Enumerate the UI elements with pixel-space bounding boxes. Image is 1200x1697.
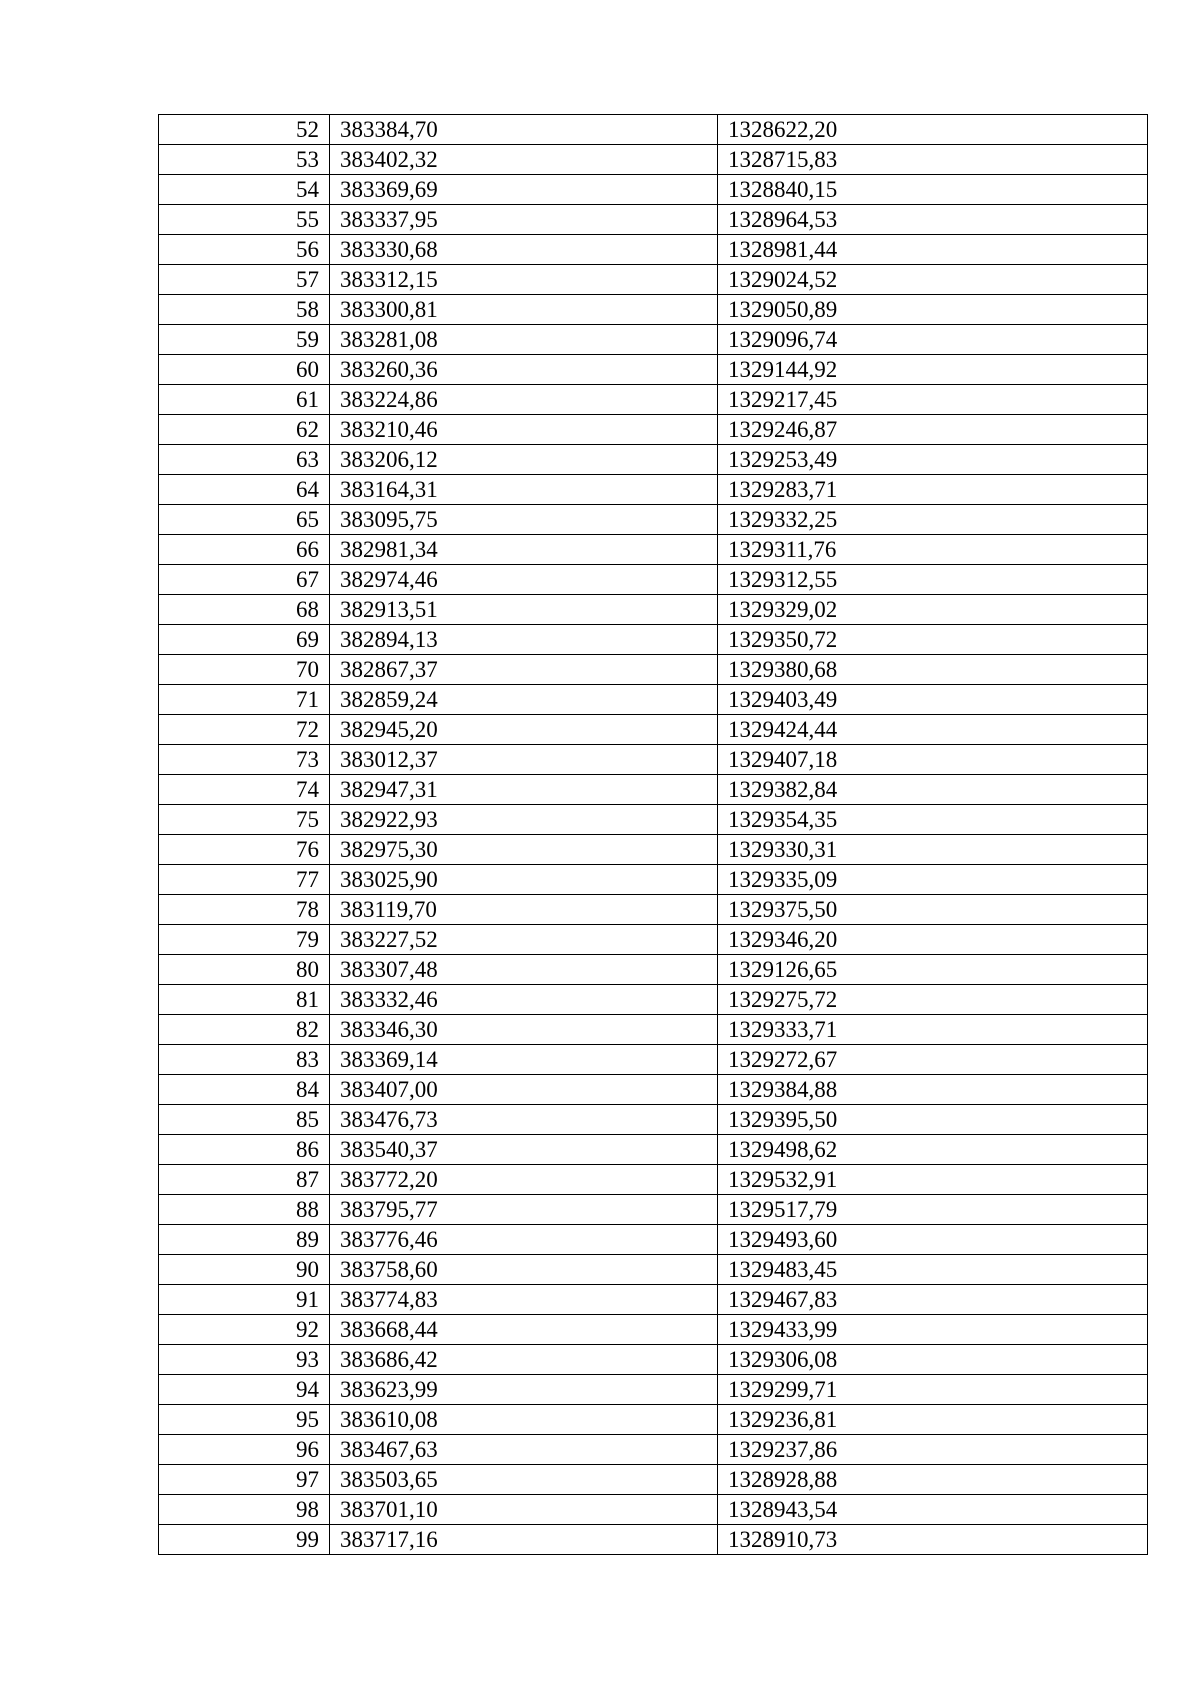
point-number-cell: 83	[159, 1045, 330, 1075]
table-row	[159, 595, 1148, 625]
x-coordinate-cell: 382922,93	[330, 805, 718, 835]
y-coordinate-cell: 1329217,45	[718, 385, 1148, 415]
table-row	[159, 1315, 1148, 1345]
coordinates-table	[158, 114, 1148, 1555]
point-number-cell: 79	[159, 925, 330, 955]
x-coordinate-cell: 383610,08	[330, 1405, 718, 1435]
table-row	[159, 805, 1148, 835]
y-coordinate-cell: 1329384,88	[718, 1075, 1148, 1105]
table-row	[159, 145, 1148, 175]
point-number-cell: 67	[159, 565, 330, 595]
y-coordinate-cell: 1329272,67	[718, 1045, 1148, 1075]
table-row	[159, 685, 1148, 715]
point-number-cell: 52	[159, 115, 330, 145]
point-number-cell: 94	[159, 1375, 330, 1405]
x-coordinate-cell: 383503,65	[330, 1465, 718, 1495]
y-coordinate-cell: 1329299,71	[718, 1375, 1148, 1405]
x-coordinate-cell: 383300,81	[330, 295, 718, 325]
y-coordinate-cell: 1329330,31	[718, 835, 1148, 865]
x-coordinate-cell: 383701,10	[330, 1495, 718, 1525]
x-coordinate-cell: 383337,95	[330, 205, 718, 235]
point-number-cell: 77	[159, 865, 330, 895]
y-coordinate-cell: 1329332,25	[718, 505, 1148, 535]
table-row	[159, 1435, 1148, 1465]
y-coordinate-cell: 1329517,79	[718, 1195, 1148, 1225]
y-coordinate-cell: 1329237,86	[718, 1435, 1148, 1465]
y-coordinate-cell: 1328715,83	[718, 145, 1148, 175]
table-row	[159, 1045, 1148, 1075]
x-coordinate-cell: 383795,77	[330, 1195, 718, 1225]
x-coordinate-cell: 382974,46	[330, 565, 718, 595]
point-number-cell: 57	[159, 265, 330, 295]
x-coordinate-cell: 383332,46	[330, 985, 718, 1015]
table-row	[159, 1465, 1148, 1495]
x-coordinate-cell: 383260,36	[330, 355, 718, 385]
point-number-cell: 70	[159, 655, 330, 685]
x-coordinate-cell: 383776,46	[330, 1225, 718, 1255]
point-number-cell: 71	[159, 685, 330, 715]
point-number-cell: 78	[159, 895, 330, 925]
table-row	[159, 1075, 1148, 1105]
point-number-cell: 82	[159, 1015, 330, 1045]
y-coordinate-cell: 1329024,52	[718, 265, 1148, 295]
y-coordinate-cell: 1329236,81	[718, 1405, 1148, 1435]
point-number-cell: 81	[159, 985, 330, 1015]
point-number-cell: 76	[159, 835, 330, 865]
point-number-cell: 88	[159, 1195, 330, 1225]
table-row	[159, 1405, 1148, 1435]
table-row	[159, 415, 1148, 445]
point-number-cell: 68	[159, 595, 330, 625]
y-coordinate-cell: 1328840,15	[718, 175, 1148, 205]
table-row	[159, 775, 1148, 805]
point-number-cell: 69	[159, 625, 330, 655]
x-coordinate-cell: 382981,34	[330, 535, 718, 565]
x-coordinate-cell: 383540,37	[330, 1135, 718, 1165]
y-coordinate-cell: 1329311,76	[718, 535, 1148, 565]
y-coordinate-cell: 1329246,87	[718, 415, 1148, 445]
point-number-cell: 80	[159, 955, 330, 985]
y-coordinate-cell: 1328928,88	[718, 1465, 1148, 1495]
table-row	[159, 445, 1148, 475]
table-row	[159, 325, 1148, 355]
table-row	[159, 1495, 1148, 1525]
x-coordinate-cell: 383330,68	[330, 235, 718, 265]
point-number-cell: 66	[159, 535, 330, 565]
table-row	[159, 835, 1148, 865]
table-row	[159, 1195, 1148, 1225]
x-coordinate-cell: 382945,20	[330, 715, 718, 745]
point-number-cell: 58	[159, 295, 330, 325]
point-number-cell: 97	[159, 1465, 330, 1495]
x-coordinate-cell: 383686,42	[330, 1345, 718, 1375]
point-number-cell: 73	[159, 745, 330, 775]
y-coordinate-cell: 1328910,73	[718, 1525, 1148, 1555]
point-number-cell: 84	[159, 1075, 330, 1105]
x-coordinate-cell: 383467,63	[330, 1435, 718, 1465]
point-number-cell: 99	[159, 1525, 330, 1555]
x-coordinate-cell: 383012,37	[330, 745, 718, 775]
table-row	[159, 625, 1148, 655]
x-coordinate-cell: 382913,51	[330, 595, 718, 625]
y-coordinate-cell: 1329144,92	[718, 355, 1148, 385]
point-number-cell: 65	[159, 505, 330, 535]
y-coordinate-cell: 1329312,55	[718, 565, 1148, 595]
y-coordinate-cell: 1329354,35	[718, 805, 1148, 835]
table-row	[159, 355, 1148, 385]
y-coordinate-cell: 1329483,45	[718, 1255, 1148, 1285]
point-number-cell: 91	[159, 1285, 330, 1315]
point-number-cell: 98	[159, 1495, 330, 1525]
y-coordinate-cell: 1329096,74	[718, 325, 1148, 355]
point-number-cell: 55	[159, 205, 330, 235]
point-number-cell: 85	[159, 1105, 330, 1135]
table-row	[159, 895, 1148, 925]
y-coordinate-cell: 1329329,02	[718, 595, 1148, 625]
table-row	[159, 1255, 1148, 1285]
y-coordinate-cell: 1329375,50	[718, 895, 1148, 925]
y-coordinate-cell: 1329433,99	[718, 1315, 1148, 1345]
x-coordinate-cell: 382975,30	[330, 835, 718, 865]
x-coordinate-cell: 383774,83	[330, 1285, 718, 1315]
x-coordinate-cell: 382947,31	[330, 775, 718, 805]
y-coordinate-cell: 1329532,91	[718, 1165, 1148, 1195]
y-coordinate-cell: 1328622,20	[718, 115, 1148, 145]
coordinates-table-body	[159, 115, 1148, 1555]
table-row	[159, 925, 1148, 955]
table-row	[159, 1225, 1148, 1255]
y-coordinate-cell: 1329346,20	[718, 925, 1148, 955]
x-coordinate-cell: 383717,16	[330, 1525, 718, 1555]
x-coordinate-cell: 383407,00	[330, 1075, 718, 1105]
point-number-cell: 56	[159, 235, 330, 265]
table-row	[159, 115, 1148, 145]
table-row	[159, 1135, 1148, 1165]
x-coordinate-cell: 383369,69	[330, 175, 718, 205]
x-coordinate-cell: 383312,15	[330, 265, 718, 295]
point-number-cell: 53	[159, 145, 330, 175]
y-coordinate-cell: 1329467,83	[718, 1285, 1148, 1315]
y-coordinate-cell: 1328943,54	[718, 1495, 1148, 1525]
x-coordinate-cell: 383210,46	[330, 415, 718, 445]
x-coordinate-cell: 383307,48	[330, 955, 718, 985]
y-coordinate-cell: 1329253,49	[718, 445, 1148, 475]
y-coordinate-cell: 1329306,08	[718, 1345, 1148, 1375]
table-row	[159, 955, 1148, 985]
table-row	[159, 1165, 1148, 1195]
x-coordinate-cell: 383119,70	[330, 895, 718, 925]
table-row	[159, 385, 1148, 415]
table-row	[159, 1525, 1148, 1555]
x-coordinate-cell: 383227,52	[330, 925, 718, 955]
x-coordinate-cell: 383206,12	[330, 445, 718, 475]
y-coordinate-cell: 1329493,60	[718, 1225, 1148, 1255]
point-number-cell: 59	[159, 325, 330, 355]
table-row	[159, 745, 1148, 775]
point-number-cell: 74	[159, 775, 330, 805]
point-number-cell: 92	[159, 1315, 330, 1345]
x-coordinate-cell: 383369,14	[330, 1045, 718, 1075]
y-coordinate-cell: 1329395,50	[718, 1105, 1148, 1135]
table-row	[159, 205, 1148, 235]
point-number-cell: 60	[159, 355, 330, 385]
y-coordinate-cell: 1329350,72	[718, 625, 1148, 655]
table-row	[159, 1015, 1148, 1045]
table-row	[159, 1375, 1148, 1405]
table-row	[159, 1105, 1148, 1135]
table-row	[159, 985, 1148, 1015]
point-number-cell: 86	[159, 1135, 330, 1165]
y-coordinate-cell: 1329335,09	[718, 865, 1148, 895]
point-number-cell: 95	[159, 1405, 330, 1435]
table-row	[159, 865, 1148, 895]
point-number-cell: 63	[159, 445, 330, 475]
table-row	[159, 295, 1148, 325]
table-row	[159, 265, 1148, 295]
y-coordinate-cell: 1329283,71	[718, 475, 1148, 505]
point-number-cell: 72	[159, 715, 330, 745]
table-row	[159, 475, 1148, 505]
y-coordinate-cell: 1328964,53	[718, 205, 1148, 235]
y-coordinate-cell: 1329050,89	[718, 295, 1148, 325]
table-row	[159, 1285, 1148, 1315]
point-number-cell: 87	[159, 1165, 330, 1195]
point-number-cell: 89	[159, 1225, 330, 1255]
point-number-cell: 54	[159, 175, 330, 205]
point-number-cell: 62	[159, 415, 330, 445]
x-coordinate-cell: 383772,20	[330, 1165, 718, 1195]
point-number-cell: 90	[159, 1255, 330, 1285]
table-row	[159, 1345, 1148, 1375]
x-coordinate-cell: 383025,90	[330, 865, 718, 895]
x-coordinate-cell: 383164,31	[330, 475, 718, 505]
x-coordinate-cell: 383623,99	[330, 1375, 718, 1405]
y-coordinate-cell: 1328981,44	[718, 235, 1148, 265]
y-coordinate-cell: 1329333,71	[718, 1015, 1148, 1045]
y-coordinate-cell: 1329382,84	[718, 775, 1148, 805]
table-row	[159, 175, 1148, 205]
x-coordinate-cell: 382859,24	[330, 685, 718, 715]
x-coordinate-cell: 383402,32	[330, 145, 718, 175]
y-coordinate-cell: 1329424,44	[718, 715, 1148, 745]
y-coordinate-cell: 1329126,65	[718, 955, 1148, 985]
y-coordinate-cell: 1329407,18	[718, 745, 1148, 775]
table-row	[159, 535, 1148, 565]
y-coordinate-cell: 1329380,68	[718, 655, 1148, 685]
table-row	[159, 715, 1148, 745]
y-coordinate-cell: 1329498,62	[718, 1135, 1148, 1165]
table-row	[159, 565, 1148, 595]
table-row	[159, 235, 1148, 265]
x-coordinate-cell: 382867,37	[330, 655, 718, 685]
y-coordinate-cell: 1329403,49	[718, 685, 1148, 715]
x-coordinate-cell: 383281,08	[330, 325, 718, 355]
point-number-cell: 75	[159, 805, 330, 835]
x-coordinate-cell: 383668,44	[330, 1315, 718, 1345]
x-coordinate-cell: 383095,75	[330, 505, 718, 535]
point-number-cell: 93	[159, 1345, 330, 1375]
point-number-cell: 64	[159, 475, 330, 505]
x-coordinate-cell: 382894,13	[330, 625, 718, 655]
x-coordinate-cell: 383758,60	[330, 1255, 718, 1285]
table-row	[159, 655, 1148, 685]
x-coordinate-cell: 383224,86	[330, 385, 718, 415]
x-coordinate-cell: 383346,30	[330, 1015, 718, 1045]
point-number-cell: 61	[159, 385, 330, 415]
table-row	[159, 505, 1148, 535]
point-number-cell: 96	[159, 1435, 330, 1465]
x-coordinate-cell: 383384,70	[330, 115, 718, 145]
y-coordinate-cell: 1329275,72	[718, 985, 1148, 1015]
x-coordinate-cell: 383476,73	[330, 1105, 718, 1135]
